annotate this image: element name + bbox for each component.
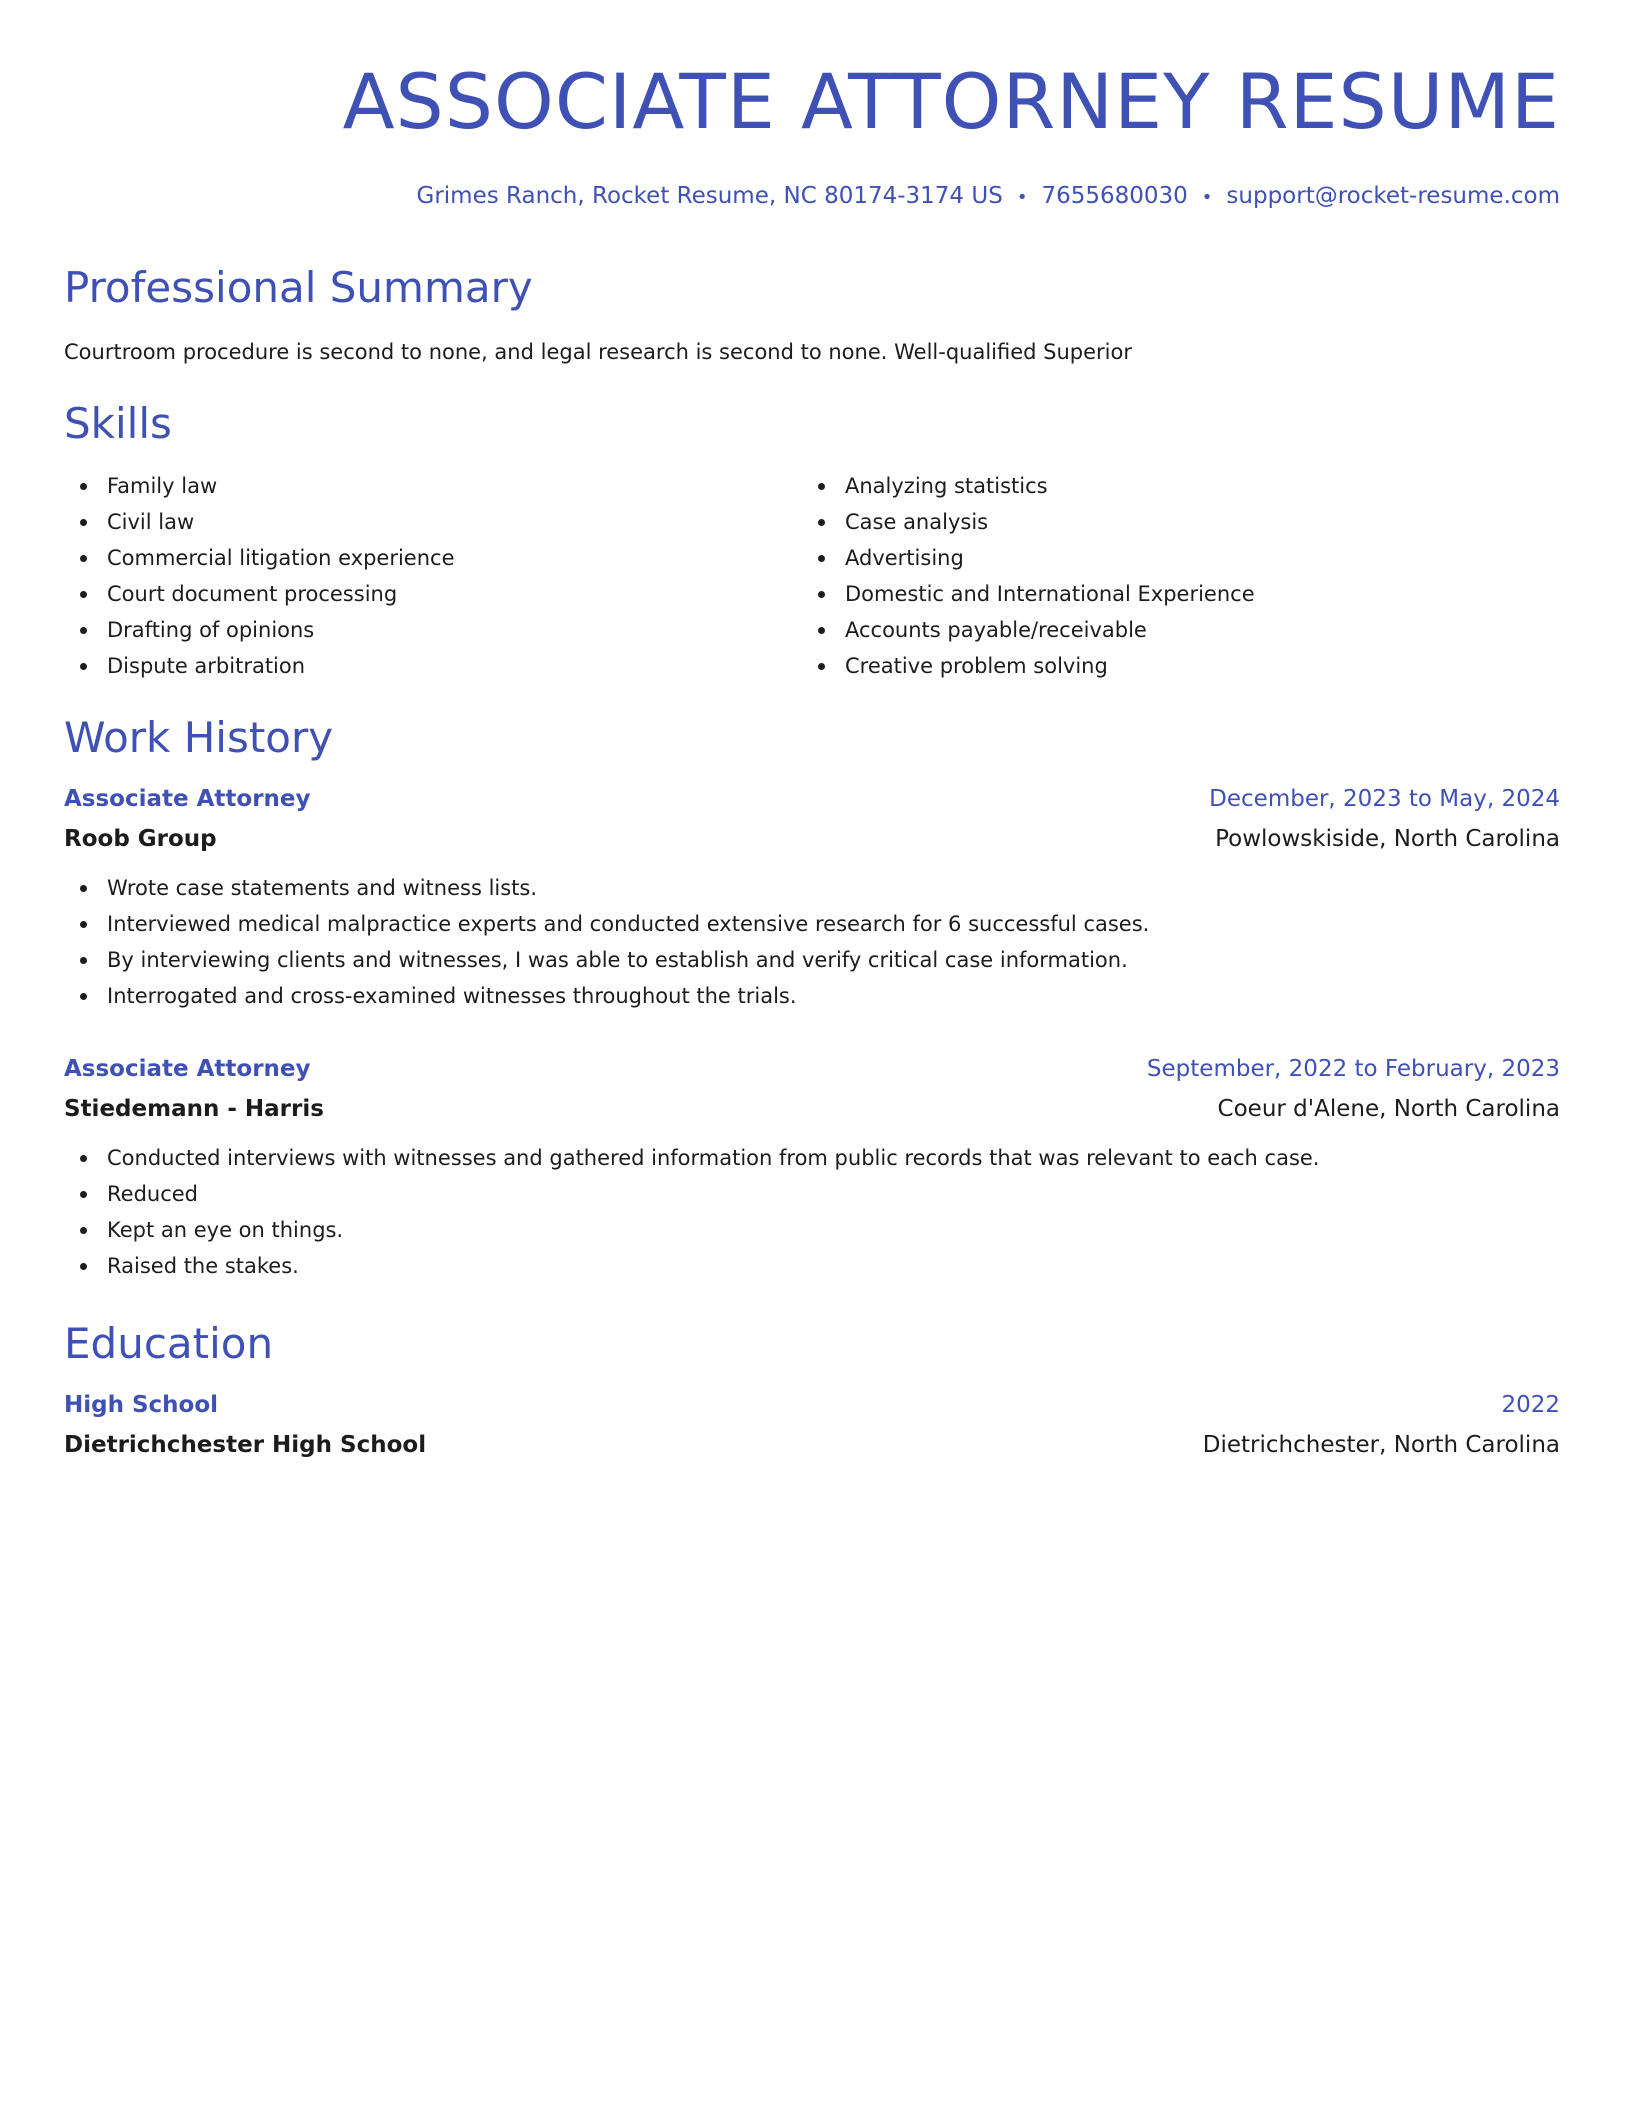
skills-column-left	[64, 468, 802, 684]
section-professional-summary	[64, 262, 1560, 366]
contact-line	[64, 181, 1560, 213]
education-entry	[64, 1390, 1560, 1460]
skill-item: Creative problem solving	[802, 648, 1540, 684]
skill-item: Accounts payable/receivable	[802, 612, 1540, 648]
contact-separator: •	[1201, 187, 1213, 208]
resume-page	[64, 0, 1560, 1458]
job-location: Coeur d'Alene, North Carolina	[1217, 1096, 1560, 1122]
job-company-row	[64, 1094, 1560, 1124]
job-company: Stiedemann - Harris	[64, 1096, 324, 1122]
job-title: Associate Attorney	[64, 1056, 311, 1082]
skill-item: Family law	[64, 468, 802, 504]
section-education	[64, 1318, 1560, 1458]
education-school-row	[64, 1430, 1560, 1460]
education-location: Dietrichchester, North Carolina	[1202, 1432, 1560, 1458]
skills-column-right	[802, 468, 1540, 684]
section-heading: Skills	[64, 399, 172, 448]
education-year: 2022	[1501, 1392, 1560, 1418]
job-entry	[64, 1054, 1560, 1284]
job-entry	[64, 784, 1560, 1014]
job-bullet: Reduced	[64, 1176, 1560, 1212]
skill-item: Analyzing statistics	[802, 468, 1540, 504]
skills-columns	[64, 468, 1560, 684]
job-bullet: Conducted interviews with witnesses and gathered information from public records that was relevant to each case.	[64, 1140, 1560, 1176]
section-heading: Education	[64, 1319, 274, 1368]
education-degree-row	[64, 1390, 1560, 1420]
skill-item: Case analysis	[802, 504, 1540, 540]
job-company-row	[64, 824, 1560, 854]
resume-title: ASSOCIATE ATTORNEY RESUME	[342, 57, 1560, 146]
contact-phone: 7655680030	[1041, 183, 1188, 209]
contact-email[interactable]: support@rocket-resume.com	[1226, 183, 1560, 209]
job-company: Roob Group	[64, 826, 217, 852]
job-bullets	[64, 1140, 1560, 1284]
skills-list-left	[64, 468, 802, 684]
skill-item: Civil law	[64, 504, 802, 540]
skill-item: Advertising	[802, 540, 1540, 576]
job-title-row	[64, 1054, 1560, 1084]
job-bullet: Interrogated and cross-examined witnesses throughout the trials.	[64, 978, 1560, 1014]
education-school: Dietrichchester High School	[64, 1432, 427, 1458]
contact-address: Grimes Ranch, Rocket Resume, NC 80174-3174 US	[416, 183, 1003, 209]
job-bullet: Kept an eye on things.	[64, 1212, 1560, 1248]
job-bullet: Interviewed medical malpractice experts and conducted extensive research for 6 successful cases.	[64, 906, 1560, 942]
skill-item: Drafting of opinions	[64, 612, 802, 648]
job-dates: December, 2023 to May, 2024	[1209, 786, 1560, 812]
section-heading: Professional Summary	[64, 263, 533, 312]
job-location: Powlowskiside, North Carolina	[1215, 826, 1560, 852]
job-title: Associate Attorney	[64, 786, 311, 812]
skill-item: Domestic and International Experience	[802, 576, 1540, 612]
skill-item: Court document processing	[64, 576, 802, 612]
section-heading: Work History	[64, 713, 334, 762]
job-dates: September, 2022 to February, 2023	[1146, 1056, 1560, 1082]
education-degree: High School	[64, 1392, 219, 1418]
section-skills	[64, 398, 1560, 684]
skill-item: Dispute arbitration	[64, 648, 802, 684]
job-bullets	[64, 870, 1560, 1014]
contact-separator: •	[1016, 187, 1028, 208]
skill-item: Commercial litigation experience	[64, 540, 802, 576]
summary-text: Courtroom procedure is second to none, and legal research is second to none. Well-qualified Superior	[64, 340, 1132, 364]
job-bullet: Raised the stakes.	[64, 1248, 1560, 1284]
job-title-row	[64, 784, 1560, 814]
section-work-history	[64, 712, 1560, 1278]
job-bullet: Wrote case statements and witness lists.	[64, 870, 1560, 906]
job-bullet: By interviewing clients and witnesses, I was able to establish and verify critical case information.	[64, 942, 1560, 978]
skills-list-right	[802, 468, 1540, 684]
